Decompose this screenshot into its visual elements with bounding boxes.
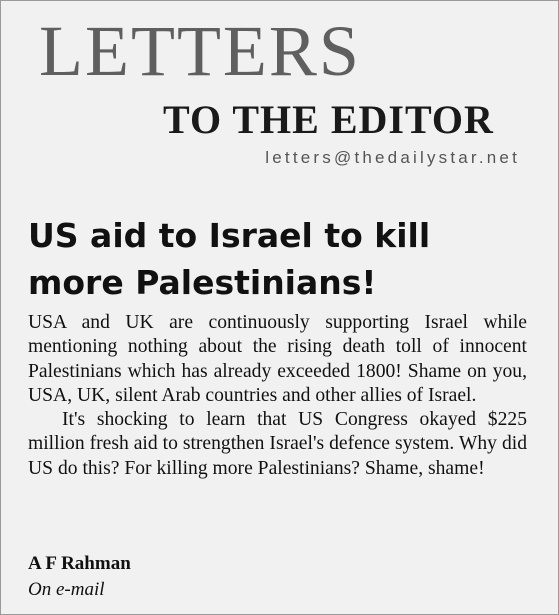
headline-line-1: US aid to Israel to kill [28, 216, 431, 255]
letter-headline [28, 212, 528, 306]
body-paragraph-2: It's shocking to learn that US Congress okayed $225 million fresh aid to strengthen Israel's defence system. Why did US do this? For killing more Palestinians? Shame, shame! [28, 409, 527, 479]
body-paragraph-1: USA and UK are continuously supporting Israel while mentioning nothing about the rising death toll of innocent Palestinians which has already exceeded 1800! Shame on you, USA, UK, silent Arab countries and other allies of Israel. [28, 312, 527, 406]
letter-body [28, 311, 527, 481]
letter-author: A F Rahman [28, 553, 131, 574]
section-subtitle: TO THE EDITOR [163, 97, 494, 142]
headline-line-2: more Palestinians! [28, 263, 377, 302]
letter-source: On e-mail [28, 579, 105, 600]
section-title: LETTERS [39, 11, 361, 91]
editor-email-address: letters@thedailystar.net [265, 148, 520, 167]
